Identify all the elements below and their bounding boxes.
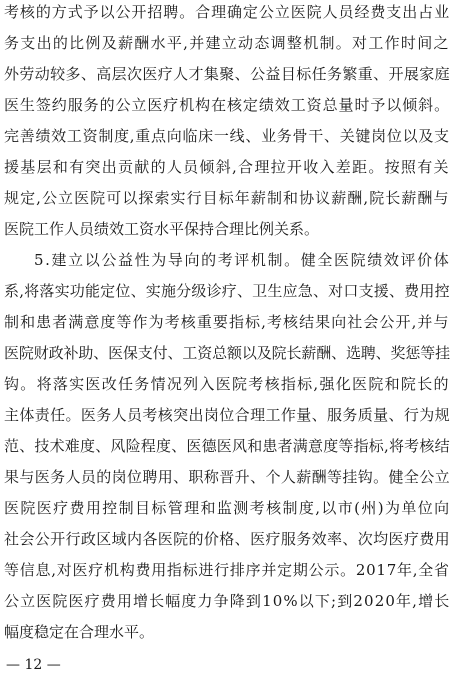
text-line: 考核的方式予以公开招聘。合理确定公立医院人员经费支出占业 (4, 3, 451, 21)
page-number: — 12 — (6, 657, 61, 673)
text-line: 公立医院医疗费用增长幅度力争降到10%以下;到2020年,增长 (4, 592, 451, 610)
text-line: 社会公开行政区域内各医院的价格、医疗服务效率、次均医疗费用 (4, 530, 450, 548)
text-line: 规定,公立医院可以探索实行目标年薪制和协议薪酬,院长薪酬与 (4, 189, 450, 207)
text-line: 主体责任。医务人员考核突出岗位合理工作量、服务质量、行为规 (4, 406, 450, 424)
text-line: 医生签约服务的公立医疗机构在核定绩效工资总量时予以倾斜。 (4, 96, 451, 114)
document-page (4, 0, 452, 683)
text-line: 范、技术难度、风险程度、医德医风和患者满意度等指标,将考核结 (4, 437, 450, 455)
text-line: 制和患者满意度等作为考核重要指标,考核结果向社会公开,并与 (4, 313, 450, 331)
text-line: 援基层和有突出贡献的人员倾斜,合理拉开收入差距。按照有关 (4, 158, 450, 176)
text-line: 外劳动较多、高层次医疗人才集聚、公益目标任务繁重、开展家庭 (4, 65, 450, 83)
section-heading-line: 5.建立以公益性为导向的考评机制。健全医院绩效评价体 (34, 251, 451, 269)
text-line: 幅度稳定在合理水平。 (4, 623, 155, 641)
text-line: 完善绩效工资制度,重点向临床一线、业务骨干、关键岗位以及支 (4, 127, 450, 145)
text-line: 务支出的比例及薪酬水平,并建立动态调整机制。对工作时间之 (4, 34, 450, 52)
text-line: 果与医务人员的岗位聘用、职称晋升、个人薪酬等挂钩。健全公立 (4, 468, 450, 486)
text-line: 钩。将落实医改任务情况列入医院考核指标,强化医院和院长的 (4, 375, 450, 393)
text-line: 医院医疗费用控制目标管理和监测考核制度,以市(州)为单位向 (4, 499, 451, 517)
text-line: 医院工作人员绩效工资水平保持合理比例关系。 (4, 220, 320, 238)
text-line: 等信息,对医疗机构费用指标进行排序并定期公示。2017年,全省 (4, 561, 450, 579)
text-line: 系,将落实功能定位、实施分级诊疗、卫生应急、对口支援、费用控 (4, 282, 450, 300)
text-line: 医院财政补助、医保支付、工资总额以及院长薪酬、选聘、奖惩等挂 (4, 344, 451, 362)
